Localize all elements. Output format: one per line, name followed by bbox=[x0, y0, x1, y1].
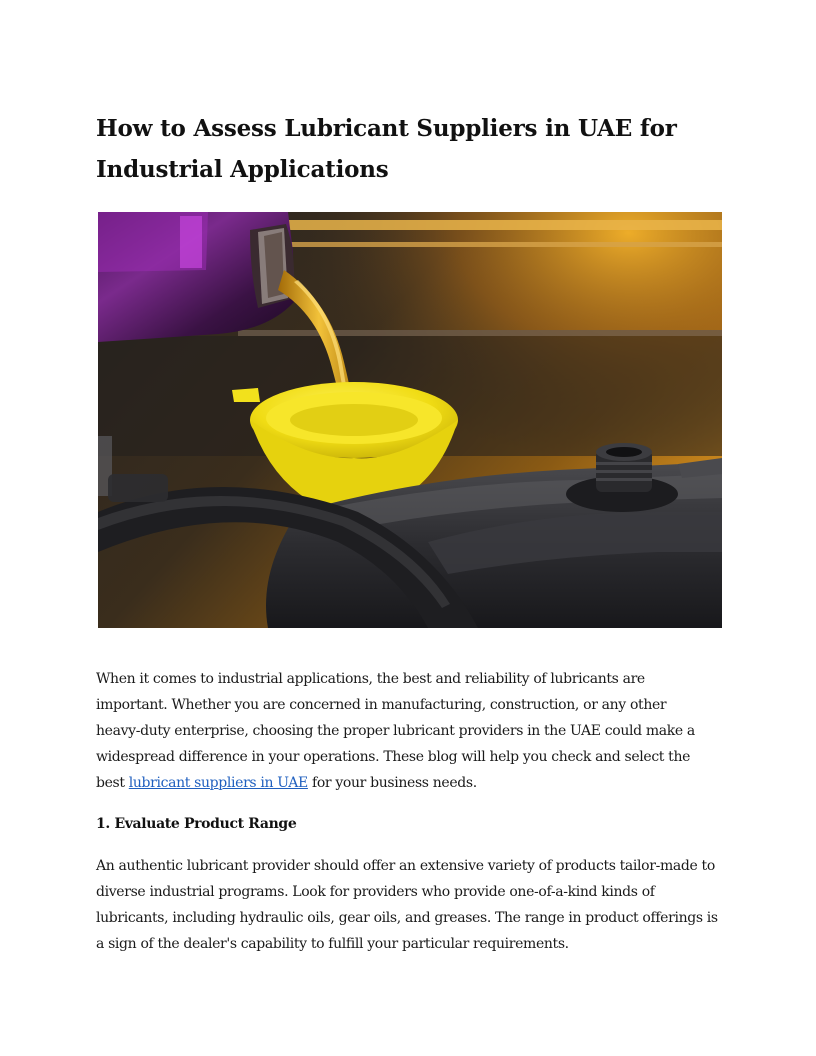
article-title-line-2: Industrial Applications bbox=[96, 156, 389, 183]
intro-line bbox=[96, 770, 724, 796]
section-line: a sign of the dealer's capability to fulfill your particular requirements. bbox=[96, 936, 569, 952]
intro-line: widespread difference in your operations. These blog will help you check and select the bbox=[96, 749, 691, 765]
article-title-line-1: How to Assess Lubricant Suppliers in UAE for bbox=[96, 115, 677, 142]
lubricant-suppliers-link[interactable]: lubricant suppliers in UAE bbox=[128, 775, 308, 791]
intro-line: important. Whether you are concerned in manufacturing, construction, or any other bbox=[96, 697, 667, 713]
intro-text: for your business needs. bbox=[307, 775, 477, 791]
section-paragraph bbox=[96, 853, 724, 957]
oil-pouring-into-funnel-photo bbox=[98, 212, 722, 628]
intro-paragraph bbox=[96, 666, 724, 796]
intro-line: heavy-duty enterprise, choosing the proper lubricant providers in the UAE could make a bbox=[96, 723, 695, 739]
article-title bbox=[96, 108, 724, 190]
hero-image bbox=[98, 212, 722, 628]
intro-line: When it comes to industrial applications, the best and reliability of lubricants are bbox=[96, 671, 645, 687]
intro-text: best bbox=[96, 775, 129, 791]
section-heading: 1. Evaluate Product Range bbox=[96, 816, 297, 832]
section-line: diverse industrial programs. Look for providers who provide one-of-a-kind kinds of bbox=[96, 884, 655, 900]
section-line: An authentic lubricant provider should offer an extensive variety of products tailor-made to bbox=[96, 858, 715, 874]
section-line: lubricants, including hydraulic oils, gear oils, and greases. The range in product offerings is bbox=[96, 910, 718, 926]
